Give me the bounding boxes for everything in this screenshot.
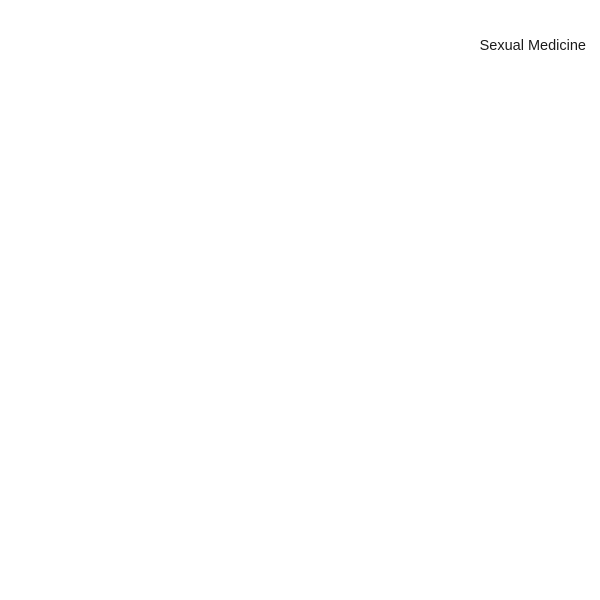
article-paragraph <box>14 30 586 62</box>
article-title <box>14 0 586 6</box>
journal-name: Sexual Medicine <box>479 38 586 54</box>
